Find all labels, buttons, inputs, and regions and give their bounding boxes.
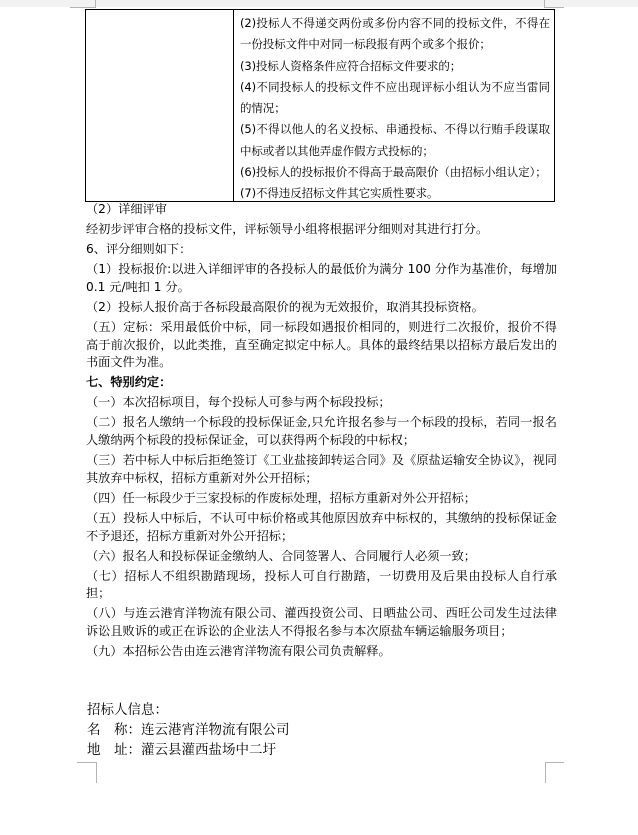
paragraph: （四）任一标段少于三家投标的作废标处理，招标方重新对外公开招标； [86, 490, 476, 505]
bidder-address-line: 地 址：灌云县灌西盐场中二圩 [87, 742, 276, 758]
bid-rules-table [85, 9, 555, 202]
bidder-info-block [87, 700, 527, 760]
paragraph: （一）本次招标项目，每个投标人可参与两个标段投标； [86, 395, 391, 410]
bidder-name-line: 名 称：连云港宵洋物流有限公司 [87, 722, 290, 738]
paragraph: （2）投标人报价高于各标段最高限价的视为无效报价，取消其投标资格。 [86, 299, 484, 314]
paragraph: (6)投标人的投标报价不得高于最高限价（由招标小组认定）； [240, 165, 547, 180]
paragraph: （五）定标：采用最低价中标，同一标段如遇报价相同的，则进行二次报价，报价不得高于前次报价，以此类推，直至确定拟定中标人。具体的最终结果以招标方最后发出的书面文件为准。 [86, 319, 557, 370]
text-boundary-mark-bottom-left [77, 762, 97, 783]
text-boundary-mark-top-right [544, 0, 564, 8]
paragraph: (2)投标人不得递交两份或多份内容不同的投标文件，不得在一份投标文件中对同一标段报有两个或多个报价； [240, 16, 550, 52]
paragraph: (5)不得以他人的名义投标、串通投标、不得以行贿手段谋取中标或者以其他弄虚作假方式投标的； [240, 122, 550, 158]
special-terms-list [86, 394, 557, 661]
paragraph: (3)投标人资格条件应符合招标文件要求的； [240, 58, 462, 73]
paragraph: (7)不得违反招标文件其它实质性要求。 [240, 186, 439, 201]
paragraph: （九）本招标公告由连云港宵洋物流有限公司负责解释。 [86, 644, 391, 659]
paragraph: （六）报名人和投标保证金缴纳人、合同签署人、合同履行人必须一致； [86, 548, 476, 563]
table-cell-left-empty [86, 10, 234, 201]
document-body [86, 201, 557, 663]
paragraph: （八）与连云港宵洋物流有限公司、灌西投资公司、日晒盐公司、西旺公司发生过法律诉讼且败诉的或正在诉讼的企业法人不得报名参与本次原盐车辆运输服务项目； [86, 606, 557, 639]
paragraph: （七）招标人不组织勘踏现场，投标人可自行勘踏，一切费用及后果由投标人自行承担； [86, 568, 557, 601]
bidder-info-title: 招标人信息： [87, 702, 168, 718]
text-boundary-mark-bottom-right [545, 762, 564, 783]
special-terms-heading: 七、特别约定： [86, 375, 172, 390]
text-boundary-mark-top-left [70, 0, 96, 8]
table-cell-clauses [234, 10, 554, 201]
paragraph: （三）若中标人中标后拒绝签订《工业盐接卸转运合同》及《原盐运输安全协议》，视同其放弃中标权，招标方重新对外公开招标； [86, 453, 557, 485]
detailed-review-subheading: （2）详细评审 [86, 202, 167, 216]
review-paragraphs [86, 221, 557, 372]
paragraph: （五）投标人中标后，不认可中标价格或其他原因放弃中标权的，其缴纳的投标保证金不予退还，招标方重新对外公开招标； [86, 510, 557, 543]
paragraph: (4)不同投标人的投标文件不应出现评标小组认为不应当雷同的情况； [240, 79, 550, 116]
paragraph: 6、评分细则如下： [86, 241, 192, 256]
paragraph: （1）投标报价:以进入详细评审的各投标人的最低价为满分 100 分作为基准价，每增加 0.1 元/吨扣 1 分。 [86, 261, 557, 294]
paragraph: （二）报名人缴纳一个标段的投标保证金,只允许报名参与一个标段的投标，若同一报名人缴纳两个标段的投标保证金，可以获得两个标段的中标权； [86, 415, 557, 448]
paragraph: 经初步评审合格的投标文件，评标领导小组将根据评分细则对其进行打分。 [86, 221, 489, 236]
